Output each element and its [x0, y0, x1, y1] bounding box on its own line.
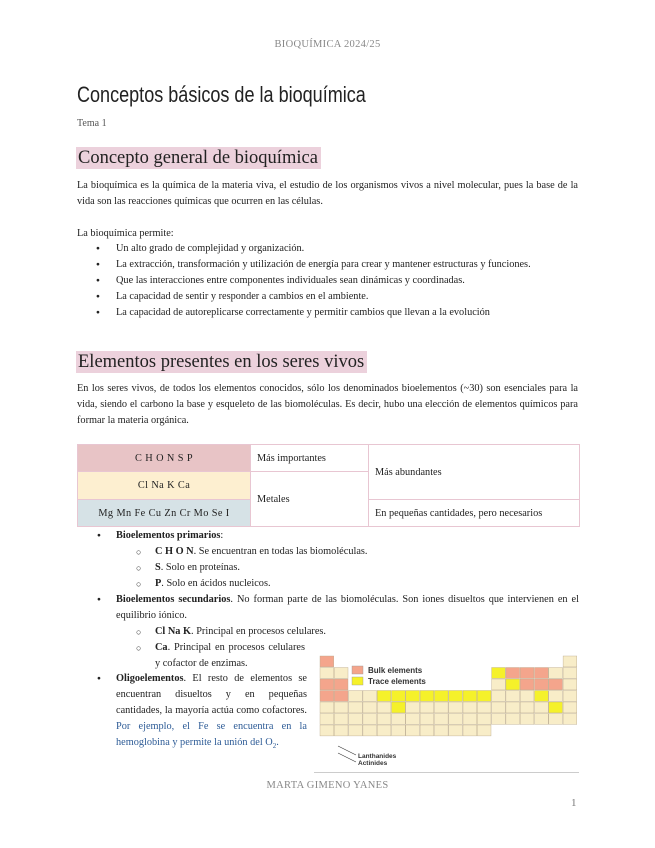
- element-cell: [392, 725, 406, 736]
- element-cell: [549, 702, 563, 713]
- oligo-text: . El resto de elementos se encuentran disueltos y en pequeñas cantidades, la mayoría actúa como cofactores.: [116, 673, 307, 716]
- element-cell: [434, 702, 448, 713]
- page-number: 1: [571, 797, 577, 809]
- element-cell: [420, 702, 434, 713]
- element-cell: [492, 714, 506, 725]
- document-subtitle: Tema 1: [77, 118, 107, 129]
- sub-item-text: . Se encuentran en todas las biomoléculas.: [193, 546, 368, 557]
- element-cell: [363, 725, 377, 736]
- list-item: ● Que las interacciones entre componentes individuales sean dinámicas y coordinadas.: [77, 273, 578, 289]
- paragraph-bioelementos: En los seres vivos, de todos los elementos conocidos, sólo los denominados bioelementos (~30) son esenciales para la vida, siendo el carbono la base y esqueleto de las biomoléculas. Es decir, hubo una elección de elementos químicos para formar la materia orgánica.: [77, 383, 578, 426]
- sub-item: ○ S. Solo en proteínas.: [136, 562, 240, 573]
- element-cell: [463, 725, 477, 736]
- document-title: Conceptos básicos de la bioquímica: [77, 82, 366, 107]
- actinides-label: Actinides: [358, 760, 388, 766]
- lanthanides-label: Lanthanides: [358, 753, 397, 760]
- element-cell: [334, 702, 348, 713]
- term: P: [155, 578, 162, 589]
- element-cell: [377, 725, 391, 736]
- element-cell: [349, 702, 363, 713]
- term: C H O N: [155, 546, 194, 557]
- element-cell: [349, 725, 363, 736]
- element-cell: [377, 691, 391, 702]
- element-cell: [506, 702, 520, 713]
- element-cell: [506, 679, 520, 690]
- element-cell: [392, 691, 406, 702]
- element-cell: [520, 714, 534, 725]
- element-cell: [449, 725, 463, 736]
- element-cell: [563, 702, 577, 713]
- page-footer: MARTA GIMENO YANES: [266, 780, 389, 791]
- element-cell: [520, 691, 534, 702]
- paragraph-permite: La bioquímica permite:: [77, 228, 174, 239]
- element-cell: [363, 691, 377, 702]
- sub-item: ○ Ca. Principal en procesos celulares y cofactor de enzimas.: [136, 642, 305, 669]
- element-cell: [320, 714, 334, 725]
- element-cell: [334, 714, 348, 725]
- element-cell: [334, 725, 348, 736]
- term: S: [155, 562, 161, 573]
- footer-divider: [314, 772, 579, 773]
- list-item: ● La capacidad de autoreplicarse correctamente y permitir cambios que llevan a la evolución: [77, 305, 578, 321]
- element-cell: [392, 702, 406, 713]
- element-cell: [535, 691, 549, 702]
- element-cell: [549, 714, 563, 725]
- element-cell: [492, 702, 506, 713]
- page-header: BIOQUÍMICA 2024/25: [274, 39, 381, 50]
- element-cell: [434, 691, 448, 702]
- element-cell: [434, 714, 448, 725]
- section-heading-elementos: Elementos presentes en los seres vivos: [76, 351, 367, 373]
- term-oligoelementos: Oligoelementos: [116, 673, 184, 684]
- list-item-oligoelementos: ● Oligoelementos. El resto de elementos se encuentran disueltos y en pequeñas cantidades, la mayoría actúa como cofactores. Por ejemplo, el Fe se encuentra en la hemoglobina y permite la unión del $O_2$.: [97, 673, 307, 751]
- sub-item: ○ Cl Na K. Principal en procesos celulares.: [136, 626, 327, 637]
- element-cell: [377, 714, 391, 725]
- element-cell: [549, 668, 563, 679]
- element-cell: [420, 714, 434, 725]
- table-cell-trace: Mg Mn Fe Cu Zn Cr Mo Se I: [78, 500, 251, 527]
- legend-bulk-label: Bulk elements: [368, 666, 423, 675]
- list-item: ● Un alto grado de complejidad y organización.: [77, 241, 578, 257]
- table-cell-primary: C H O N S P: [78, 445, 251, 472]
- element-cell: [377, 702, 391, 713]
- element-cell: [506, 691, 520, 702]
- element-cell: [406, 691, 420, 702]
- element-cell: [363, 702, 377, 713]
- element-cell: [363, 714, 377, 725]
- element-cell: [392, 714, 406, 725]
- element-cell: [506, 668, 520, 679]
- bullet-list-permite: [77, 241, 578, 321]
- paragraph-definicion: La bioquímica es la química de la materia viva, el estudio de los organismos vivos a nivel molecular, pues la base de la vida son las reacciones químicas que ocurren en las células.: [77, 180, 578, 207]
- element-cell: [320, 691, 334, 702]
- element-cell: [406, 725, 420, 736]
- legend-trace-swatch: [352, 677, 363, 685]
- element-cell: [449, 691, 463, 702]
- elements-table: [77, 444, 580, 527]
- element-cell: [477, 714, 491, 725]
- element-cell: [349, 691, 363, 702]
- element-cell: [477, 725, 491, 736]
- sub-item-text: . Solo en proteínas.: [160, 562, 240, 573]
- element-cell: [535, 679, 549, 690]
- element-cell: [477, 691, 491, 702]
- element-cell: [549, 691, 563, 702]
- element-cell: [549, 679, 563, 690]
- list-item: ● La capacidad de sentir y responder a cambios en el ambiente.: [77, 289, 578, 305]
- element-cell: [334, 691, 348, 702]
- element-cell: [563, 714, 577, 725]
- legend-trace-label: Trace elements: [368, 677, 426, 686]
- legend-bulk-swatch: [352, 666, 363, 674]
- table-cell-pequenas: En pequeñas cantidades, pero necesarios: [369, 500, 580, 527]
- sub-item: ○ C H O N. Se encuentran en todas las biomoléculas.: [136, 546, 368, 557]
- subscript: 2: [272, 742, 277, 751]
- element-cell: [535, 714, 549, 725]
- element-cell: [320, 656, 334, 667]
- actinide-pointer: [338, 753, 356, 762]
- secundarios-text: . No forman parte de las biomoléculas. Son iones disueltos que intervienen en el equilibrio iónico.: [116, 594, 579, 621]
- element-cell: [463, 691, 477, 702]
- element-cell: [477, 702, 491, 713]
- element-cell: [449, 702, 463, 713]
- element-cell: [563, 656, 577, 667]
- element-cell: [434, 725, 448, 736]
- element-cell: [420, 691, 434, 702]
- element-cell: [520, 668, 534, 679]
- lanthanide-pointer: [338, 746, 356, 755]
- element-cell: [563, 668, 577, 679]
- element-cell: [520, 702, 534, 713]
- table-cell-metales: Metales: [251, 472, 369, 527]
- element-cell: [492, 691, 506, 702]
- sub-item-text: . Principal en procesos celulares.: [191, 626, 327, 637]
- element-cell: [320, 679, 334, 690]
- element-cell: [349, 714, 363, 725]
- period: .: [276, 737, 279, 748]
- colon: :: [220, 530, 224, 541]
- term: Ca: [155, 642, 168, 653]
- element-cell: [535, 702, 549, 713]
- list-item: ● La extracción, transformación y utilización de energía para crear y mantener estructuras y funciones.: [77, 257, 578, 273]
- element-cell: [420, 725, 434, 736]
- list-item-primarios: ● Bioelementos primarios:: [97, 530, 224, 541]
- table-cell-secondary: Cl Na K Ca: [78, 472, 251, 500]
- element-cell: [520, 679, 534, 690]
- element-cell: [320, 725, 334, 736]
- element-cell: [535, 668, 549, 679]
- periodic-table-figure: [316, 654, 580, 766]
- term-primarios: Bioelementos primarios: [116, 530, 221, 541]
- sub-item-text: . Principal en procesos celulares y cofactor de enzimas.: [155, 642, 305, 669]
- element-cell: [406, 702, 420, 713]
- section-heading-concepto: Concepto general de bioquímica: [76, 147, 321, 169]
- element-cell: [463, 714, 477, 725]
- element-cell: [563, 679, 577, 690]
- element-cell: [334, 668, 348, 679]
- element-cell: [449, 714, 463, 725]
- sub-item: ○ P. Solo en ácidos nucleicos.: [136, 578, 271, 589]
- example-text: Por ejemplo, el Fe se encuentra en la hemoglobina y permite la unión del O: [116, 721, 307, 748]
- sub-item-text: . Solo en ácidos nucleicos.: [161, 578, 271, 589]
- list-item-secundarios: ● Bioelementos secundarios. No forman parte de las biomoléculas. Son iones disueltos que intervienen en el equilibrio iónico.: [97, 594, 579, 621]
- element-cell: [492, 679, 506, 690]
- element-cell: [506, 714, 520, 725]
- table-cell-mas-importantes: Más importantes: [251, 445, 369, 472]
- element-cell: [492, 668, 506, 679]
- table-cell-mas-abundantes: Más abundantes: [369, 445, 580, 500]
- element-cell: [334, 679, 348, 690]
- term-secundarios: Bioelementos secundarios: [116, 594, 231, 605]
- term: Cl Na K: [155, 626, 192, 637]
- element-cell: [406, 714, 420, 725]
- element-cell: [463, 702, 477, 713]
- element-cell: [320, 668, 334, 679]
- element-cell: [320, 702, 334, 713]
- element-cell: [563, 691, 577, 702]
